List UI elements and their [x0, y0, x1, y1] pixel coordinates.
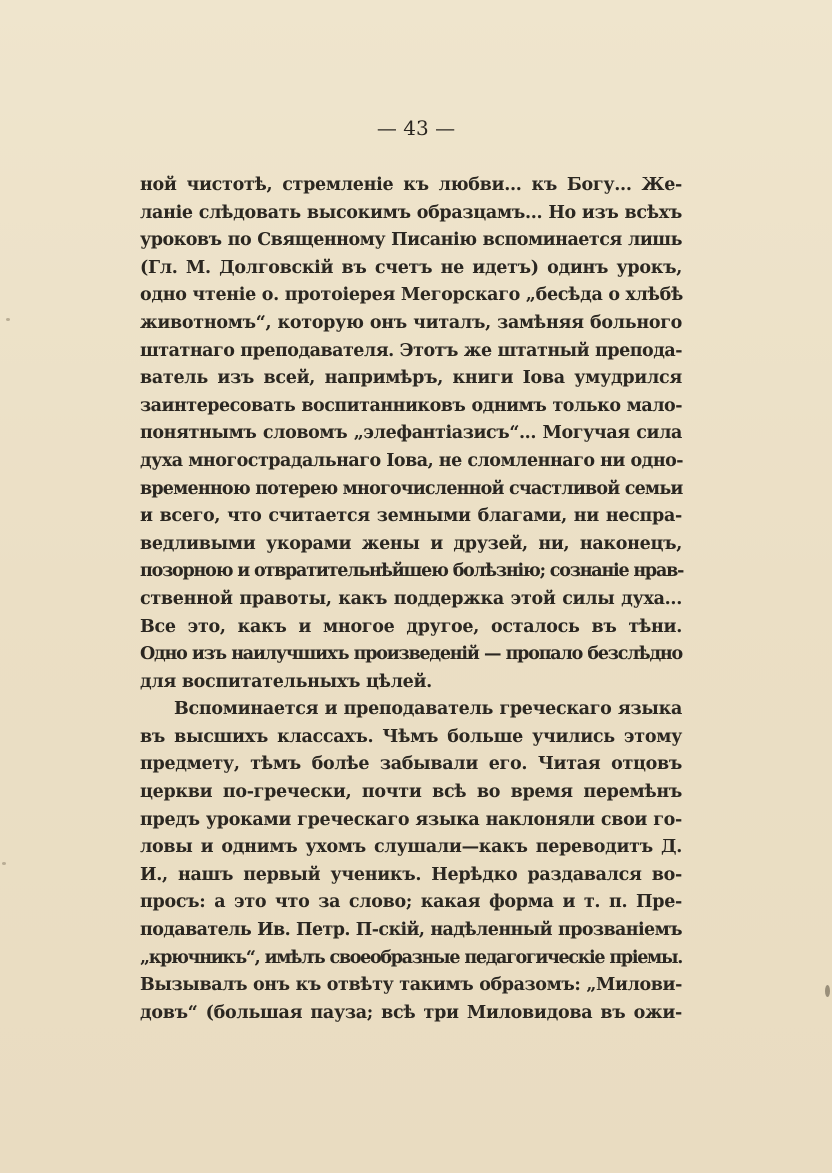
text-line: духа многострадальнаго Іова, не сломленнаго ни одно- — [140, 450, 684, 471]
text-line: ланіе слѣдовать высокимъ образцамъ... Но изъ всѣхъ — [140, 202, 682, 223]
text-line: штатнаго преподавателя. Этотъ же штатный препода- — [140, 340, 682, 361]
text-line: ловы и однимъ ухомъ слушали—какъ переводитъ Д. — [140, 837, 682, 858]
text-line: въ высшихъ классахъ. Чѣмъ больше учились этому — [140, 726, 682, 747]
text-line: И., нашъ первый ученикъ. Нерѣдко раздавался во- — [140, 864, 682, 885]
text-line: временною потерею многочисленной счастливой семьи — [140, 478, 683, 499]
scan-speck — [2, 862, 6, 865]
scan-speck — [6, 318, 10, 321]
text-line: довъ“ (большая пауза; всѣ три Миловидова въ ожи- — [140, 1002, 682, 1023]
text-line: Все это, какъ и многое другое, осталось въ тѣни. — [140, 616, 682, 637]
page-number: — 43 — — [376, 116, 456, 140]
text-line: и всего, что считается земными благами, ни неспра- — [140, 506, 682, 527]
text-line: ной чистотѣ, стремленіе къ любви... къ Богу... Же- — [140, 175, 682, 195]
text-line: (Гл. М. Долговскій въ счетъ не идетъ) одинъ урокъ, — [140, 257, 682, 278]
text-line: Вспоминается и преподаватель греческаго языка — [174, 699, 682, 720]
text-line: предмету, тѣмъ болѣе забывали его. Читая отцовъ — [140, 754, 682, 775]
text-line: позорною и отвратительнѣйшею болѣзнію; сознаніе нрав- — [140, 561, 684, 582]
scan-speck — [825, 985, 830, 997]
text-line: понятнымъ словомъ „элефантіазисъ“... Могучая сила — [140, 423, 682, 444]
text-line: „крючникъ“, имѣлъ своеобразные педагогическіе пріемы. — [140, 947, 682, 968]
text-line: предъ уроками греческаго языка наклоняли свои го- — [140, 809, 682, 830]
paragraph — [140, 696, 682, 1027]
text-line: ватель изъ всей, напримѣръ, книги Іова умудрился — [140, 368, 682, 389]
text-line: одно чтеніе о. протоіерея Мегорскаго „бесѣда о хлѣбѣ — [140, 285, 684, 306]
text-line: церкви по-гречески, почти всѣ во время перемѣнъ — [140, 782, 682, 803]
text-line: подаватель Ив. Петр. П-скій, надѣленный прозваніемъ — [140, 920, 682, 941]
text-line: заинтересовать воспитанниковъ однимъ только мало- — [140, 395, 682, 416]
text-line: ведливыми укорами жены и друзей, ни, наконецъ, — [140, 533, 682, 554]
text-line: просъ: а это что за слово; какая форма и т. п. Пре- — [140, 892, 682, 913]
body-text — [140, 172, 682, 1027]
text-line: Вызывалъ онъ къ отвѣту такимъ образомъ: „Милови- — [140, 975, 682, 996]
text-line: ственной правоты, какъ поддержка этой силы духа... — [140, 588, 682, 609]
text-line: Одно изъ наилучшихъ произведеній — пропало безслѣдно — [140, 644, 682, 665]
text-line: уроковъ по Священному Писанію вспоминается лишь — [140, 230, 682, 251]
paragraph — [140, 172, 682, 696]
text-line: животномъ“, которую онъ читалъ, замѣняя больного — [140, 312, 682, 333]
text-line: для воспитательныхъ цѣлей. — [140, 671, 432, 692]
